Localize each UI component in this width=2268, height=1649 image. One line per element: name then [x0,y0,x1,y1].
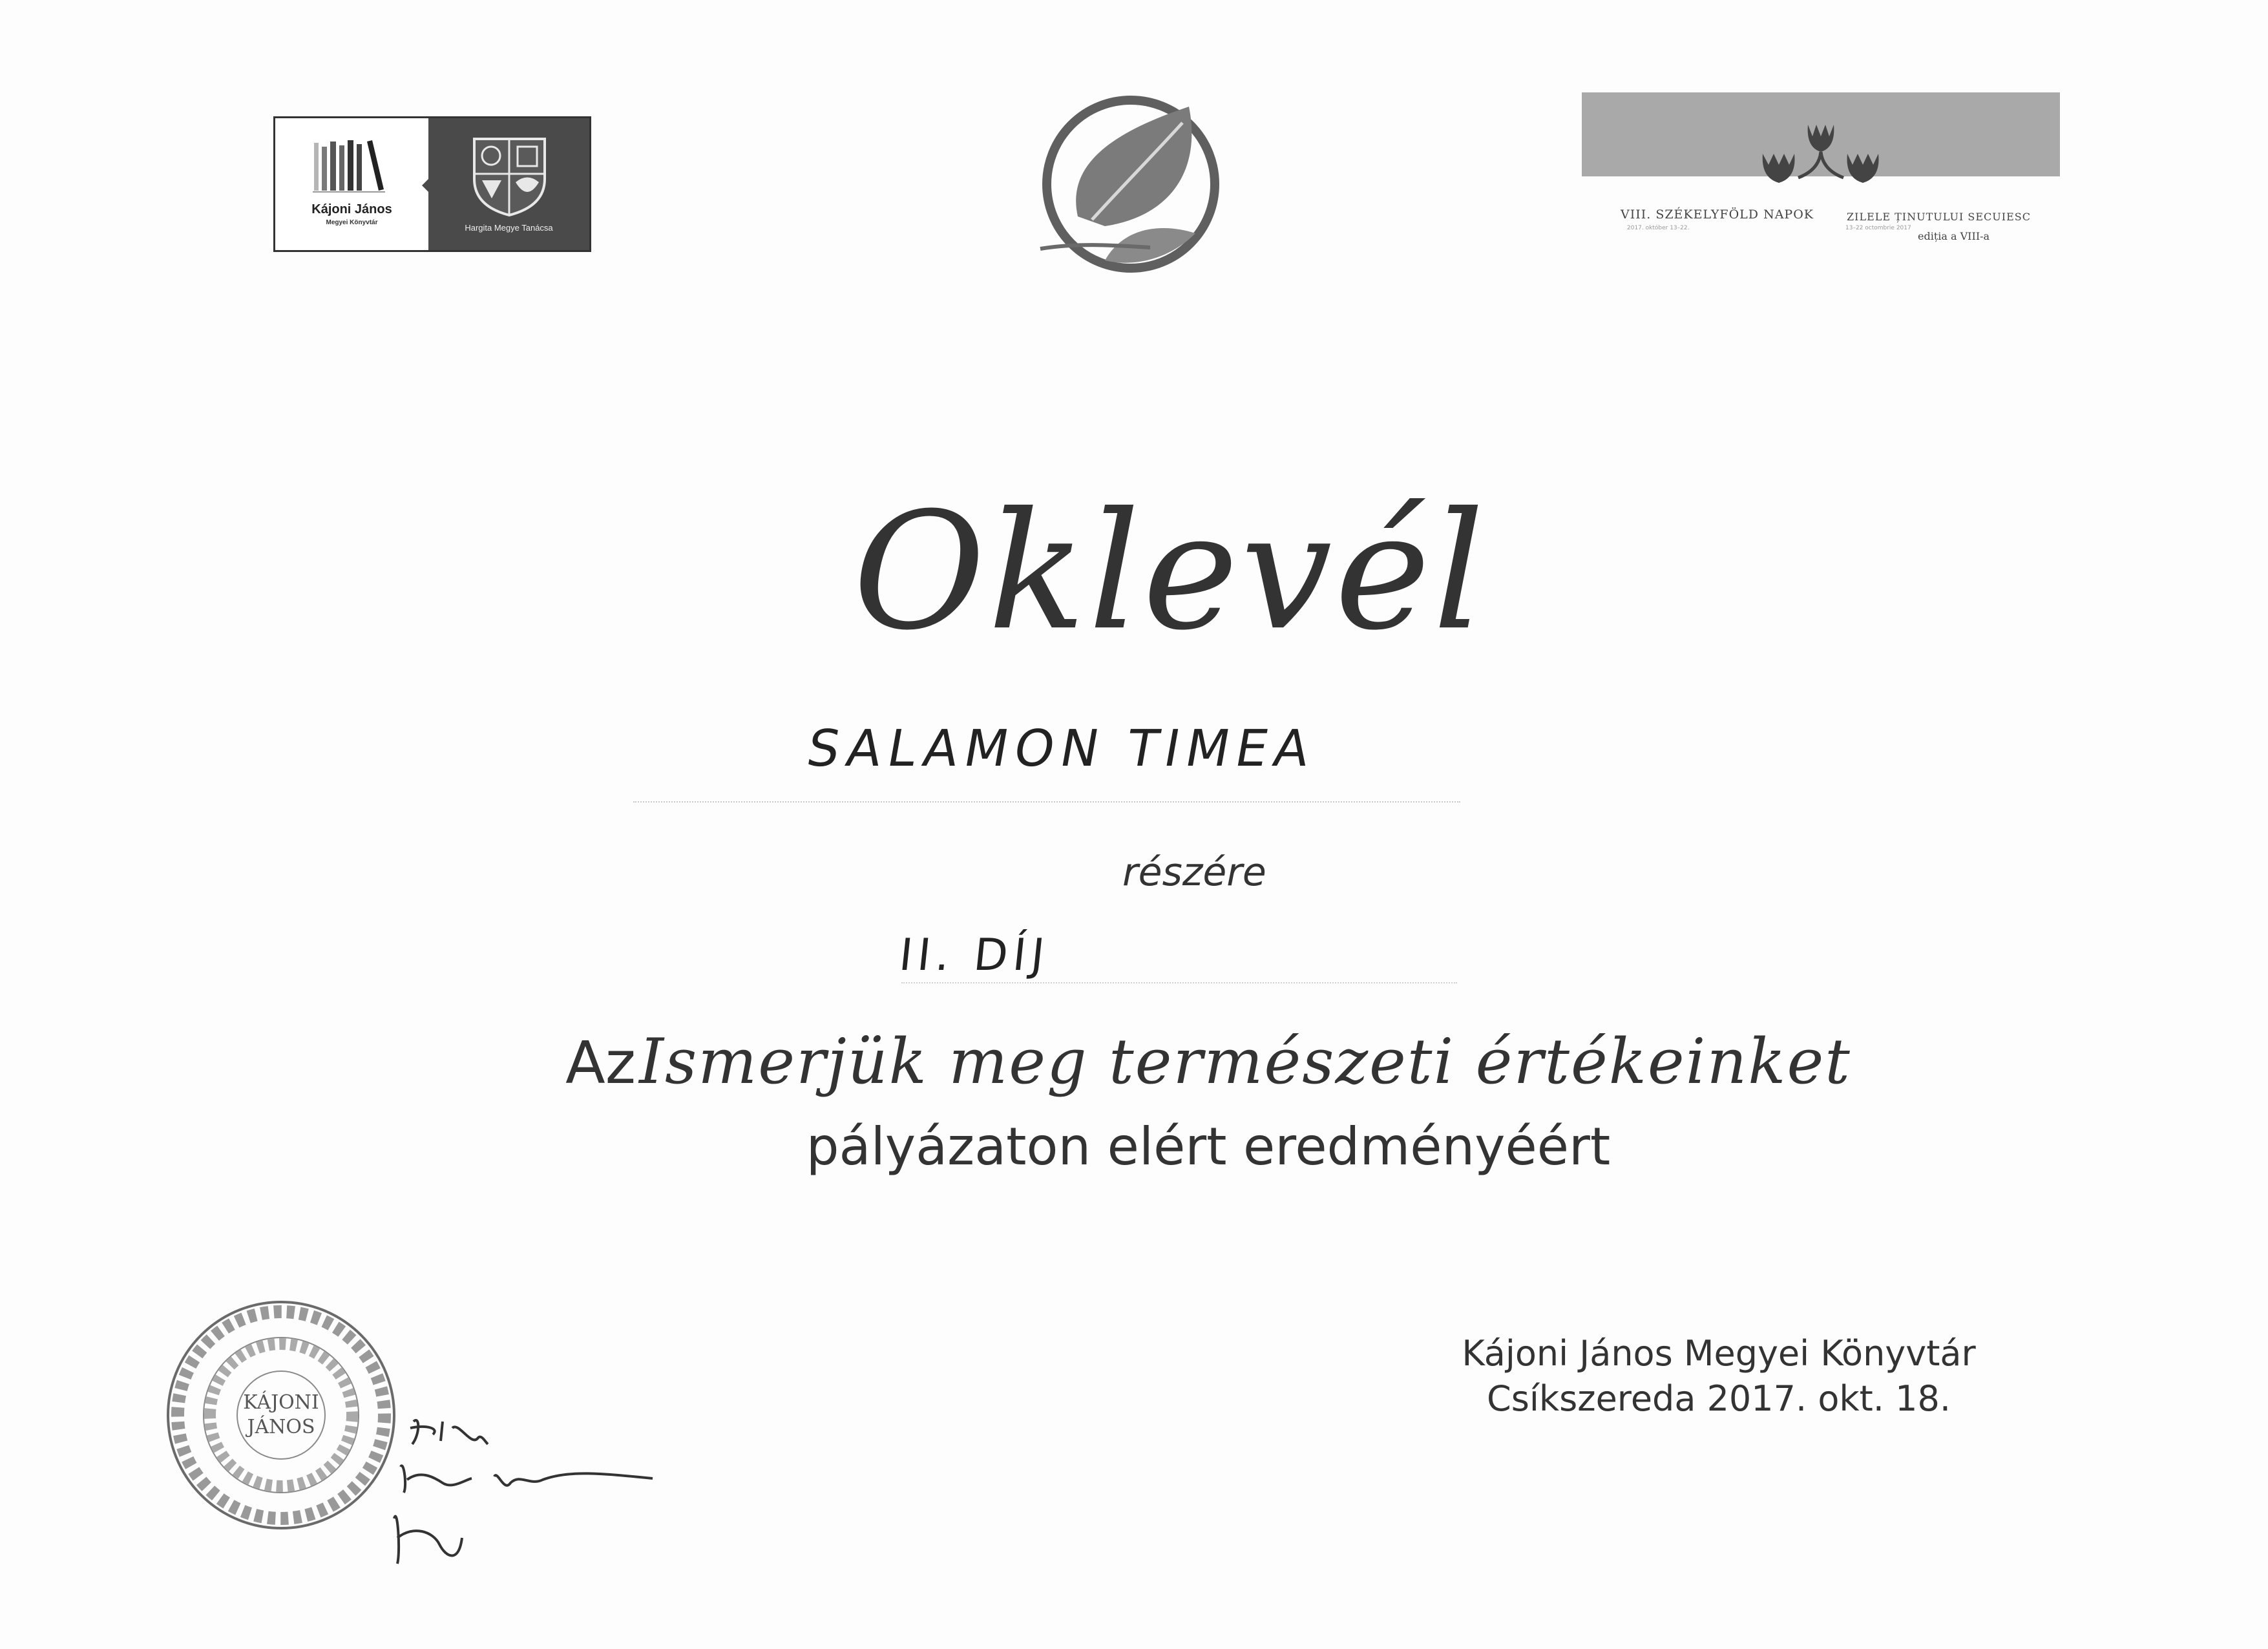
svg-text:KÁJONI: KÁJONI [243,1391,319,1414]
issuer-block [1447,1331,1990,1422]
contest-name: Ismerjük meg természeti értékeinket [639,1025,1851,1098]
tulip-icon [1759,118,1882,196]
festival-hu-title: VIII. SZÉKELYFÖLD NAPOK [1621,207,1814,222]
issuer-name: Kájoni János Megyei Könyvtár [1462,1333,1976,1374]
books-icon [313,138,397,196]
library-logo-notch [422,176,431,194]
issuer-place-date: Csíkszereda 2017. okt. 18. [1486,1378,1951,1420]
festival-ro-date: 13–22 octombrie 2017 [1845,225,1911,231]
festival-logo [1582,92,2060,254]
contest-prefix: Az [565,1029,636,1097]
leaf-icon [1027,87,1234,281]
council-name: Hargita Megye Tanácsa [465,223,553,233]
svg-text:JÁNOS: JÁNOS [247,1416,315,1438]
official-stamp [158,1292,404,1538]
for-label: részére [1122,850,1266,895]
award-text: II. DÍJ [896,930,1053,981]
award-dotted-line [901,982,1457,983]
festival-ro-title: ZILELE ȚINUTULUI SECUIESC [1847,211,2031,223]
festival-hu-date: 2017. október 13–22. [1627,225,1690,231]
result-text: pályázaton elért eredményéért [806,1117,1611,1177]
coat-of-arms-icon [469,134,550,218]
diploma-title: Oklevél [853,478,1487,666]
signatures [381,1409,666,1583]
festival-ro-edition: ediția a VIII-a [1918,230,1990,242]
library-name: Kájoni János [311,202,392,216]
library-subname: Megyei Könyvtár [326,219,378,226]
library-logo [273,116,591,252]
recipient-dotted-line [633,801,1460,803]
recipient-name: SALAMON TIMEA [803,720,1321,778]
contest-line [530,1025,1887,1098]
